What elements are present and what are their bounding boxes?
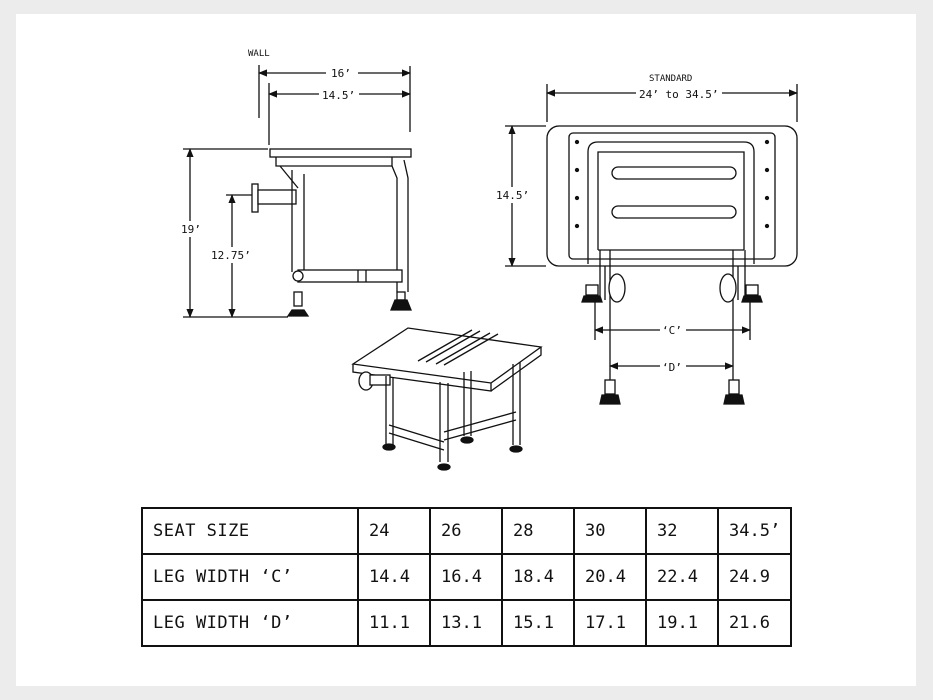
table-cell: 18.4 [502,554,574,600]
wall-label: WALL [248,49,270,59]
dim-standard-label: 24’ to 34.5’ [639,88,719,101]
dim-c-label: ‘C’ [662,324,682,337]
dim-19-label: 19’ [181,223,201,236]
seat-size-table [141,507,792,647]
isometric-view [353,328,541,470]
dim-12-75-label: 12.75’ [211,249,251,262]
iso-leg [386,376,393,445]
leg-right [733,250,745,390]
standard-label: STANDARD [649,74,693,84]
table-row [142,554,791,600]
dim-14-5-side-label: 14.5’ [496,189,530,202]
iso-crossbar [389,425,444,450]
table-row [142,508,791,554]
iso-crossbar [444,412,516,440]
table-cell: 15.1 [502,600,574,646]
table-cell: 26 [430,508,502,554]
table-cell: 24.9 [718,554,791,600]
wall-bracket [252,184,258,212]
row-label: SEAT SIZE [142,508,358,554]
seat-slot [612,167,736,179]
table-cell: 28 [502,508,574,554]
table-cell: 30 [574,508,646,554]
table-cell: 19.1 [646,600,718,646]
seat-plate [547,126,797,266]
crossbar [298,270,402,282]
rear-leg [292,170,304,272]
table-cell: 13.1 [430,600,502,646]
table-cell: 34.5’ [718,508,791,554]
dim-14-5-label: 14.5’ [322,89,356,102]
table-cell: 20.4 [574,554,646,600]
table-cell: 11.1 [358,600,430,646]
table-cell: 14.4 [358,554,430,600]
table-cell: 24 [358,508,430,554]
table-cell: 21.6 [718,600,791,646]
front-view [494,74,797,404]
seat-top [270,149,411,157]
table-cell: 22.4 [646,554,718,600]
dim-d-label: ‘D’ [662,361,682,374]
table-row [142,600,791,646]
row-label: LEG WIDTH ‘D’ [142,600,358,646]
table-cell: 16.4 [430,554,502,600]
side-view [178,49,411,317]
table-cell: 32 [646,508,718,554]
dim-16-label: 16’ [331,67,351,80]
seat-slot [612,206,736,218]
table-cell: 17.1 [574,600,646,646]
row-label: LEG WIDTH ‘C’ [142,554,358,600]
